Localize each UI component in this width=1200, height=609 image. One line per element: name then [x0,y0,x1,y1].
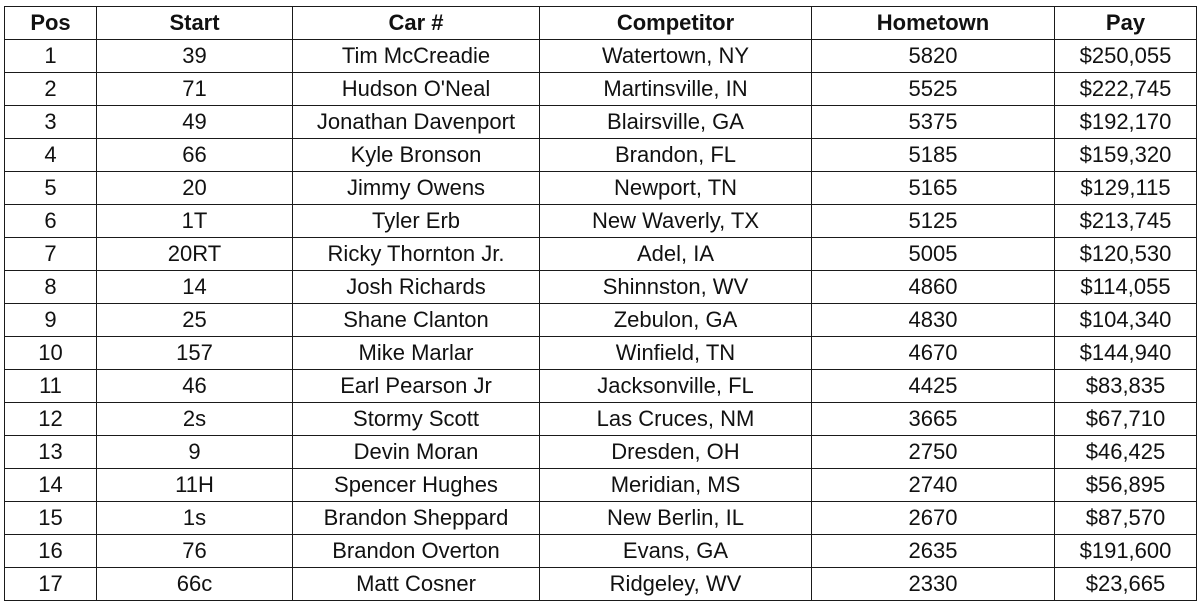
pay-cell: $104,340 [1055,304,1197,337]
table-row [5,568,1197,601]
pos-cell: 16 [5,535,97,568]
car-cell: Tyler Erb [293,205,540,238]
competitor-cell: Adel, IA [540,238,812,271]
hometown-cell: 5375 [812,106,1055,139]
car-cell: Jimmy Owens [293,172,540,205]
table-body [5,40,1197,601]
pay-cell: $159,320 [1055,139,1197,172]
car-cell: Spencer Hughes [293,469,540,502]
table-row [5,271,1197,304]
table-row [5,436,1197,469]
hometown-cell: 2670 [812,502,1055,535]
start-cell: 66c [97,568,293,601]
hometown-cell: 2635 [812,535,1055,568]
competitor-cell: Dresden, OH [540,436,812,469]
table-row [5,139,1197,172]
hometown-cell: 4670 [812,337,1055,370]
pay-cell: $67,710 [1055,403,1197,436]
competitor-cell: Zebulon, GA [540,304,812,337]
car-cell: Kyle Bronson [293,139,540,172]
hometown-cell: 4860 [812,271,1055,304]
start-cell: 20RT [97,238,293,271]
hometown-cell: 2750 [812,436,1055,469]
pay-cell: $46,425 [1055,436,1197,469]
table-row [5,106,1197,139]
pay-cell: $144,940 [1055,337,1197,370]
hometown-cell: 5165 [812,172,1055,205]
table-row [5,205,1197,238]
competitor-cell: Winfield, TN [540,337,812,370]
competitor-cell: Shinnston, WV [540,271,812,304]
table-row [5,370,1197,403]
car-cell: Stormy Scott [293,403,540,436]
hometown-cell: 5125 [812,205,1055,238]
start-cell: 46 [97,370,293,403]
car-cell: Jonathan Davenport [293,106,540,139]
pos-cell: 10 [5,337,97,370]
table-row [5,40,1197,73]
table-row [5,469,1197,502]
pos-cell: 12 [5,403,97,436]
standings-table [4,6,1197,601]
pos-cell: 8 [5,271,97,304]
start-cell: 25 [97,304,293,337]
hometown-cell: 2740 [812,469,1055,502]
car-cell: Josh Richards [293,271,540,304]
car-cell: Ricky Thornton Jr. [293,238,540,271]
pay-cell: $114,055 [1055,271,1197,304]
start-cell: 1T [97,205,293,238]
table-row [5,73,1197,106]
column-header-start: Start [97,7,293,40]
car-cell: Earl Pearson Jr [293,370,540,403]
hometown-cell: 4830 [812,304,1055,337]
pay-cell: $23,665 [1055,568,1197,601]
start-cell: 66 [97,139,293,172]
car-cell: Brandon Sheppard [293,502,540,535]
pay-cell: $87,570 [1055,502,1197,535]
start-cell: 39 [97,40,293,73]
pos-cell: 15 [5,502,97,535]
pay-cell: $213,745 [1055,205,1197,238]
pay-cell: $83,835 [1055,370,1197,403]
table-row [5,535,1197,568]
competitor-cell: Meridian, MS [540,469,812,502]
pos-cell: 11 [5,370,97,403]
column-header-pay: Pay [1055,7,1197,40]
pos-cell: 4 [5,139,97,172]
pay-cell: $250,055 [1055,40,1197,73]
hometown-cell: 5525 [812,73,1055,106]
start-cell: 20 [97,172,293,205]
pos-cell: 3 [5,106,97,139]
start-cell: 49 [97,106,293,139]
competitor-cell: New Berlin, IL [540,502,812,535]
start-cell: 14 [97,271,293,304]
start-cell: 76 [97,535,293,568]
standings-table-wrapper [4,6,1196,601]
competitor-cell: Las Cruces, NM [540,403,812,436]
competitor-cell: Ridgeley, WV [540,568,812,601]
table-row [5,238,1197,271]
column-header-pos: Pos [5,7,97,40]
competitor-cell: Martinsville, IN [540,73,812,106]
hometown-cell: 5185 [812,139,1055,172]
pay-cell: $222,745 [1055,73,1197,106]
pay-cell: $129,115 [1055,172,1197,205]
competitor-cell: Newport, TN [540,172,812,205]
start-cell: 9 [97,436,293,469]
table-row [5,337,1197,370]
pos-cell: 17 [5,568,97,601]
car-cell: Matt Cosner [293,568,540,601]
pos-cell: 1 [5,40,97,73]
competitor-cell: Blairsville, GA [540,106,812,139]
table-row [5,403,1197,436]
competitor-cell: Watertown, NY [540,40,812,73]
pos-cell: 9 [5,304,97,337]
table-header-row [5,7,1197,40]
hometown-cell: 3665 [812,403,1055,436]
start-cell: 1s [97,502,293,535]
start-cell: 2s [97,403,293,436]
column-header-competitor: Competitor [540,7,812,40]
pos-cell: 7 [5,238,97,271]
car-cell: Mike Marlar [293,337,540,370]
table-row [5,304,1197,337]
table-row [5,502,1197,535]
pay-cell: $120,530 [1055,238,1197,271]
car-cell: Shane Clanton [293,304,540,337]
car-cell: Tim McCreadie [293,40,540,73]
competitor-cell: Brandon, FL [540,139,812,172]
column-header-car: Car # [293,7,540,40]
hometown-cell: 5005 [812,238,1055,271]
competitor-cell: New Waverly, TX [540,205,812,238]
pos-cell: 2 [5,73,97,106]
pos-cell: 6 [5,205,97,238]
column-header-hometown: Hometown [812,7,1055,40]
start-cell: 11H [97,469,293,502]
pay-cell: $56,895 [1055,469,1197,502]
pos-cell: 13 [5,436,97,469]
pos-cell: 5 [5,172,97,205]
pos-cell: 14 [5,469,97,502]
hometown-cell: 2330 [812,568,1055,601]
pay-cell: $191,600 [1055,535,1197,568]
car-cell: Brandon Overton [293,535,540,568]
car-cell: Hudson O'Neal [293,73,540,106]
hometown-cell: 5820 [812,40,1055,73]
pay-cell: $192,170 [1055,106,1197,139]
competitor-cell: Evans, GA [540,535,812,568]
start-cell: 157 [97,337,293,370]
start-cell: 71 [97,73,293,106]
car-cell: Devin Moran [293,436,540,469]
table-row [5,172,1197,205]
hometown-cell: 4425 [812,370,1055,403]
competitor-cell: Jacksonville, FL [540,370,812,403]
